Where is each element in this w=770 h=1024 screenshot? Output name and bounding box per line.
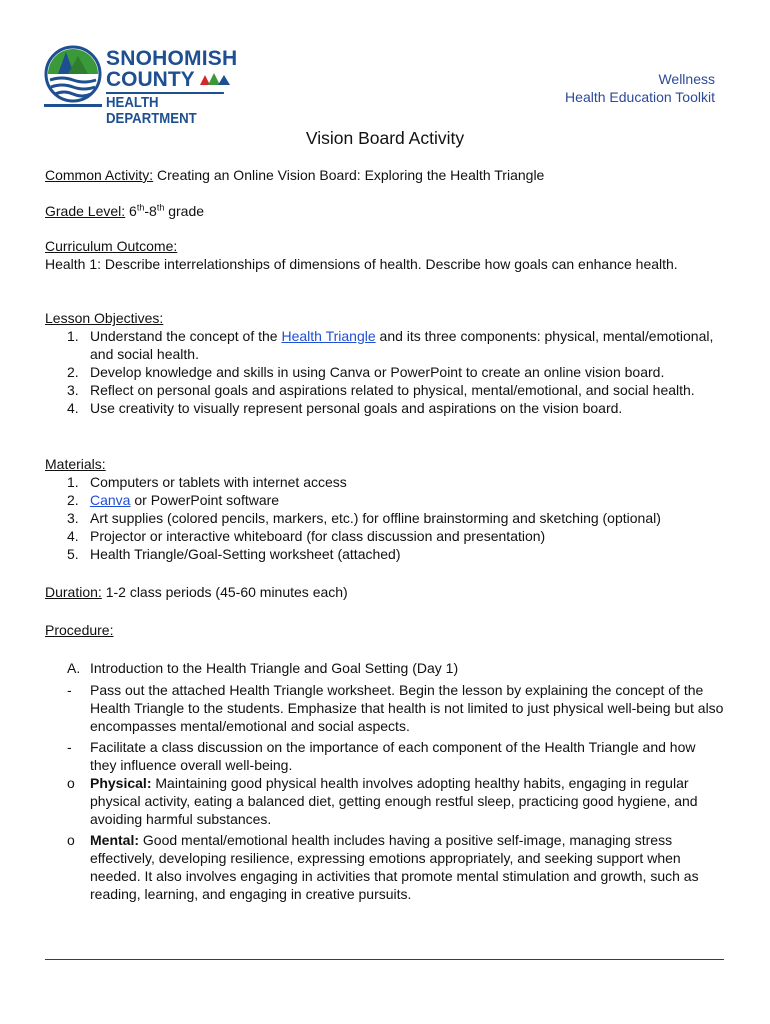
material-text: or PowerPoint software (130, 492, 280, 508)
duration (45, 583, 725, 601)
health-triangle-link[interactable]: Health Triangle (281, 328, 376, 344)
circle-bullet: o (67, 832, 75, 848)
page-title: Vision Board Activity (305, 128, 465, 148)
objective-text: Use creativity to visually represent personal goals and aspirations on the vision board. (90, 400, 623, 416)
mountains-icon (200, 71, 232, 87)
grade-level-sup-end: th (156, 202, 165, 213)
list-item (45, 509, 725, 527)
duration-label: Duration: (45, 584, 102, 600)
curriculum-outcome (45, 237, 725, 273)
list-item (45, 738, 725, 774)
procedure-sub-list (45, 774, 725, 903)
objectives-list (45, 327, 725, 417)
dash-bullet: - (67, 682, 72, 698)
snohomish-county-logo (44, 44, 240, 127)
list-item (45, 681, 725, 735)
grade-level-end: -8 (144, 203, 157, 219)
grade-level (45, 202, 725, 220)
common-activity-text: Creating an Online Vision Board: Exploring the Health Triangle (153, 167, 545, 183)
duration-text: 1-2 class periods (45-60 minutes each) (101, 584, 348, 600)
material-text: Projector or interactive whiteboard (for class discussion and presentation) (90, 528, 546, 544)
list-number: 3. (67, 382, 79, 398)
lesson-objectives-label: Lesson Objectives: (45, 310, 164, 326)
objective-text: and its three components: physical, mental/emotional, and social health. (90, 328, 714, 362)
list-item (45, 491, 725, 509)
procedure-label: Procedure: (45, 622, 114, 638)
list-number: 5. (67, 546, 79, 562)
list-number: 2. (67, 492, 79, 508)
list-item (45, 473, 725, 491)
footer-divider (45, 959, 724, 960)
sub-item-term: Physical: (90, 775, 152, 791)
materials-list (45, 473, 725, 563)
sub-item-term: Mental: (90, 832, 139, 848)
list-item (45, 545, 725, 563)
common-activity-label: Common Activity: (45, 167, 154, 183)
sub-item-text: Maintaining good physical health involves adopting healthy habits, engaging in regular physical activity, eating a balanced diet, getting enough restful sleep, practicing good hygiene, and avoiding harmful substances. (90, 775, 698, 827)
grade-level-start: 6 (125, 203, 137, 219)
header-line-toolkit: Health Education Toolkit (565, 89, 715, 105)
list-item (45, 327, 725, 363)
procedure-text: Pass out the attached Health Triangle worksheet. Begin the lesson by explaining the concept of the Health Triangle to the students. Emphasize that health is not limited to just physical well-being but also encompasses mental/emotional and social aspects. (90, 682, 724, 734)
procedure-text: Facilitate a class discussion on the importance of each component of the Health Triangle and how they influence overall well-being. (90, 739, 696, 773)
list-item (45, 399, 725, 417)
curriculum-outcome-text: Health 1: Describe interrelationships of dimensions of health. Describe how goals can enhance health. (45, 256, 678, 272)
procedure-body (45, 659, 725, 903)
header-line-wellness: Wellness (658, 71, 715, 87)
grade-level-label: Grade Level: (45, 203, 126, 219)
material-text: Computers or tablets with internet access (90, 474, 347, 490)
list-number: 2. (67, 364, 79, 380)
materials (45, 455, 725, 563)
lesson-objectives (45, 309, 725, 417)
list-item (45, 831, 725, 903)
procedure-heading (45, 621, 725, 639)
grade-level-sup-start: th (136, 202, 145, 213)
canva-link[interactable]: Canva (90, 492, 131, 508)
list-item (45, 774, 725, 828)
header-toolkit-label (565, 70, 715, 106)
objective-text: Understand the concept of the (90, 328, 282, 344)
logo-text-health-department: HEALTH DEPARTMENT (106, 92, 224, 127)
material-text: Health Triangle/Goal-Setting worksheet (attached) (90, 546, 401, 562)
dash-bullet: - (67, 739, 72, 755)
list-item (45, 659, 725, 677)
list-item (45, 527, 725, 545)
objective-text: Develop knowledge and skills in using Canva or PowerPoint to create an online vision board. (90, 364, 665, 380)
logo-text-snohomish: SNOHOMISH (106, 47, 238, 70)
list-number: 1. (67, 474, 79, 490)
procedure-section-list (45, 659, 725, 677)
objective-text: Reflect on personal goals and aspirations related to physical, mental/emotional, and social health. (90, 382, 695, 398)
grade-level-suffix: grade (164, 203, 205, 219)
list-number: 4. (67, 400, 79, 416)
logo-text-county: COUNTY (106, 68, 195, 91)
materials-label: Materials: (45, 456, 106, 472)
list-number: 1. (67, 328, 79, 344)
list-number: 4. (67, 528, 79, 544)
material-text: Art supplies (colored pencils, markers, etc.) for offline brainstorming and sketching (optional) (90, 510, 661, 526)
curriculum-outcome-label: Curriculum Outcome: (45, 238, 178, 254)
circle-bullet: o (67, 775, 75, 791)
county-seal-icon (44, 44, 102, 108)
procedure-section-title: Introduction to the Health Triangle and Goal Setting (Day 1) (90, 660, 459, 676)
list-item (45, 363, 725, 381)
sub-item-text: Good mental/emotional health includes having a positive self-image, managing stress effectively, developing resilience, expressing emotions appropriately, and seeking support when needed. It also involves engaging in activities that promote mental stimulation and growth, such as reading, learning, and engaging in creative pursuits. (90, 832, 699, 902)
common-activity (45, 166, 725, 184)
list-item (45, 381, 725, 399)
list-number: 3. (67, 510, 79, 526)
procedure-dash-list (45, 681, 725, 774)
list-number: A. (67, 660, 81, 676)
